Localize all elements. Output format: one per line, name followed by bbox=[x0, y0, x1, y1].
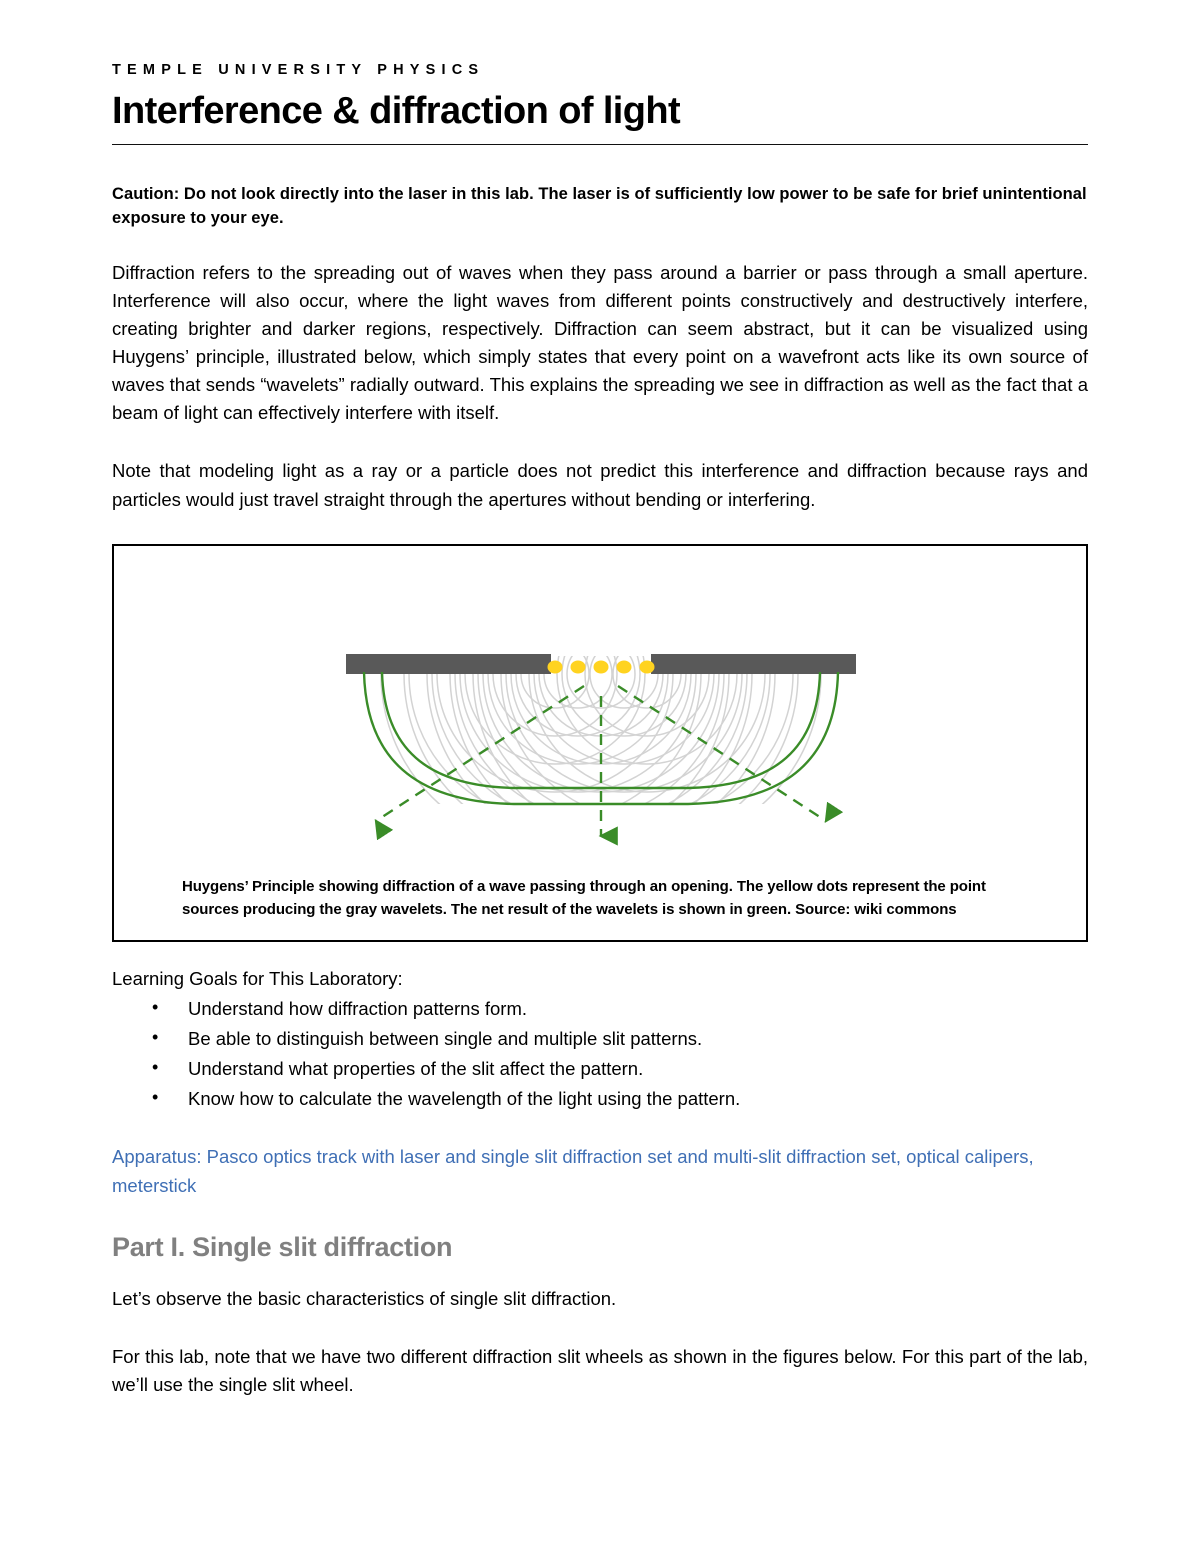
page-title: Interference & diffraction of light bbox=[112, 92, 1088, 145]
document-kicker: TEMPLE UNIVERSITY PHYSICS bbox=[112, 62, 485, 78]
huygens-diagram bbox=[114, 546, 1086, 864]
apparatus-paragraph: Apparatus: Pasco optics track with laser and single slit diffraction set and multi-slit diffraction set, optical calipers, meterstick bbox=[112, 1146, 1034, 1196]
section-heading-part-one: Part I. Single slit diffraction bbox=[112, 1231, 453, 1262]
list-item: • Be able to distinguish between single and multiple slit patterns. bbox=[112, 1024, 1088, 1054]
list-item: • Understand how diffraction patterns form. bbox=[112, 994, 1088, 1024]
huygens-figure bbox=[112, 544, 1088, 942]
list-item: • Know how to calculate the wavelength of the light using the pattern. bbox=[112, 1084, 1088, 1114]
note-paragraph: Note that modeling light as a ray or a particle does not predict this interference and diffraction because rays and particles would just travel straight through the apertures without bending or interfering. bbox=[112, 460, 1088, 510]
learning-goals-list bbox=[112, 994, 1088, 1114]
intro-paragraph: Diffraction refers to the spreading out of waves when they pass around a barrier or pass through a small aperture. Interference will also occur, where the light waves from different points constructively and destructively interfere, creating brighter and darker regions, respectively. Diffraction can seem abstract, but it can be visualized using Huygens’ principle, illustrated below, which simply states that every point on a wavefront acts like its own source of waves that sends “wavelets” radially outward. This explains the spreading we see in diffraction as well as the fact that a beam of light can effectively interfere with itself. bbox=[112, 261, 1088, 424]
list-item: • Understand what properties of the slit affect the pattern. bbox=[112, 1054, 1088, 1084]
slit-wheels-paragraph: For this lab, note that we have two different diffraction slit wheels as shown in the figures below. For this part of the lab, we’ll use the single slit wheel. bbox=[112, 1345, 1088, 1395]
observe-paragraph: Let’s observe the basic characteristics of single slit diffraction. bbox=[112, 1287, 617, 1309]
figure-caption: Huygens’ Principle showing diffraction of a wave passing through an opening. The yellow dots represent the point sources producing the gray wavelets. The net result of the wavelets is shown in green. Source: wiki commons bbox=[182, 878, 986, 919]
learning-goals-label: Learning Goals for This Laboratory: bbox=[112, 967, 403, 989]
caution-note: Caution: Do not look directly into the laser in this lab. The laser is of sufficiently low power to be safe for brief unintentional exposure to your eye. bbox=[112, 184, 1087, 227]
